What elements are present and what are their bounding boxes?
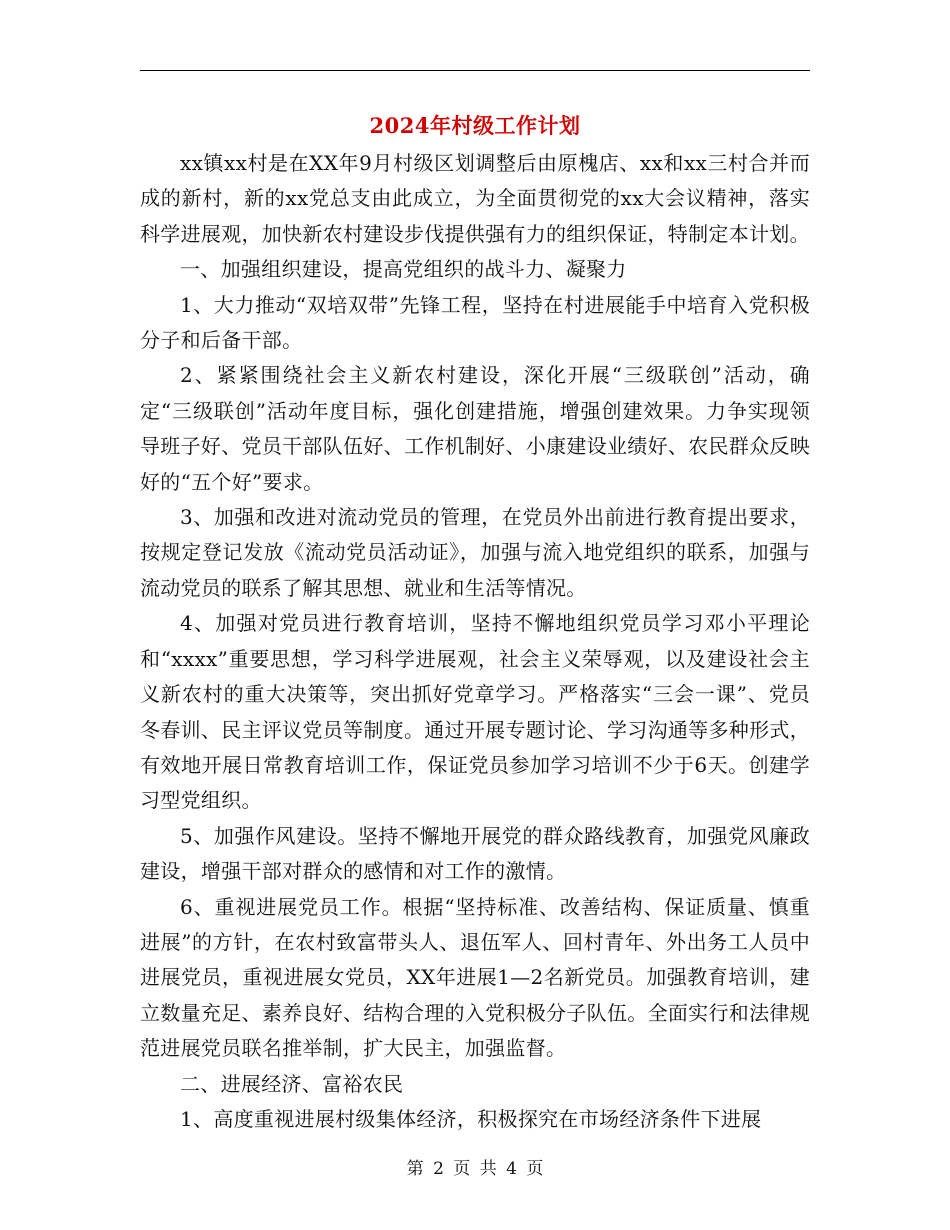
- header-rule: [140, 70, 810, 71]
- document-body: [140, 146, 810, 1137]
- paragraph: 1、大力推动“双培双带”先锋工程，坚持在村进展能手中培育入党积极分子和后备干部。: [140, 292, 810, 353]
- page-number: 第 2 页 共 4 页: [406, 1159, 544, 1179]
- section-heading: 二、进展经济、富裕农民: [180, 1071, 404, 1096]
- paragraph: 3、加强和改进对流动党员的管理，在党员外出前进行教育提出要求，按规定登记发放《流动党员活动证》，加强与流入地党组织的联系，加强与流动党员的联系了解其思想、就业和生活等情况。: [140, 505, 810, 600]
- document-title: 2024年村级工作计划: [369, 113, 581, 138]
- paragraph: 5、加强作风建设。坚持不懈地开展党的群众路线教育，加强党风廉政建设，增强干部对群众的感情和对工作的激情。: [140, 823, 810, 884]
- section-heading: 一、加强组织建设，提高党组织的战斗力、凝聚力: [180, 257, 627, 282]
- paragraph: 4、加强对党员进行教育培训，坚持不懈地组织党员学习邓小平理论和“xxxx”重要思想，学习科学进展观，社会主义荣辱观，以及建设社会主义新农村的重大决策等，突出抓好党章学习。严格落实“三会一课”、党员冬春训、民主评议党员等制度。通过开展专题讨论、学习沟通等多种形式，有效地开展日常教育培训工作，保证党员参加学习培训不少于6天。创建学习型党组织。: [140, 611, 810, 813]
- paragraph: xx镇xx村是在XX年9月村级区划调整后由原槐店、xx和xx三村合并而成的新村，新的xx党总支由此成立，为全面贯彻党的xx大会议精神，落实科学进展观，加快新农村建设步伐提供强有力的组织保证，特制定本计划。: [140, 151, 810, 246]
- paragraph: 6、重视进展党员工作。根据“坚持标准、改善结构、保证质量、慎重进展”的方针，在农村致富带头人、退伍军人、回村青年、外出务工人员中进展党员，重视进展女党员，XX年进展1—2名新党员。加强教育培训，建立数量充足、素养良好、结构合理的入党积极分子队伍。全面实行和法律规范进展党员联名推举制，扩大民主，加强监督。: [140, 894, 810, 1061]
- paragraph: 2、紧紧围绕社会主义新农村建设，深化开展“三级联创”活动，确定“三级联创”活动年度目标，强化创建措施，增强创建效果。力争实现领导班子好、党员干部队伍好、工作机制好、小康建设业绩好、农民群众反映好的“五个好”要求。: [140, 363, 810, 494]
- paragraph: 1、高度重视进展村级集体经济，积极探究在市场经济条件下进展: [180, 1106, 762, 1131]
